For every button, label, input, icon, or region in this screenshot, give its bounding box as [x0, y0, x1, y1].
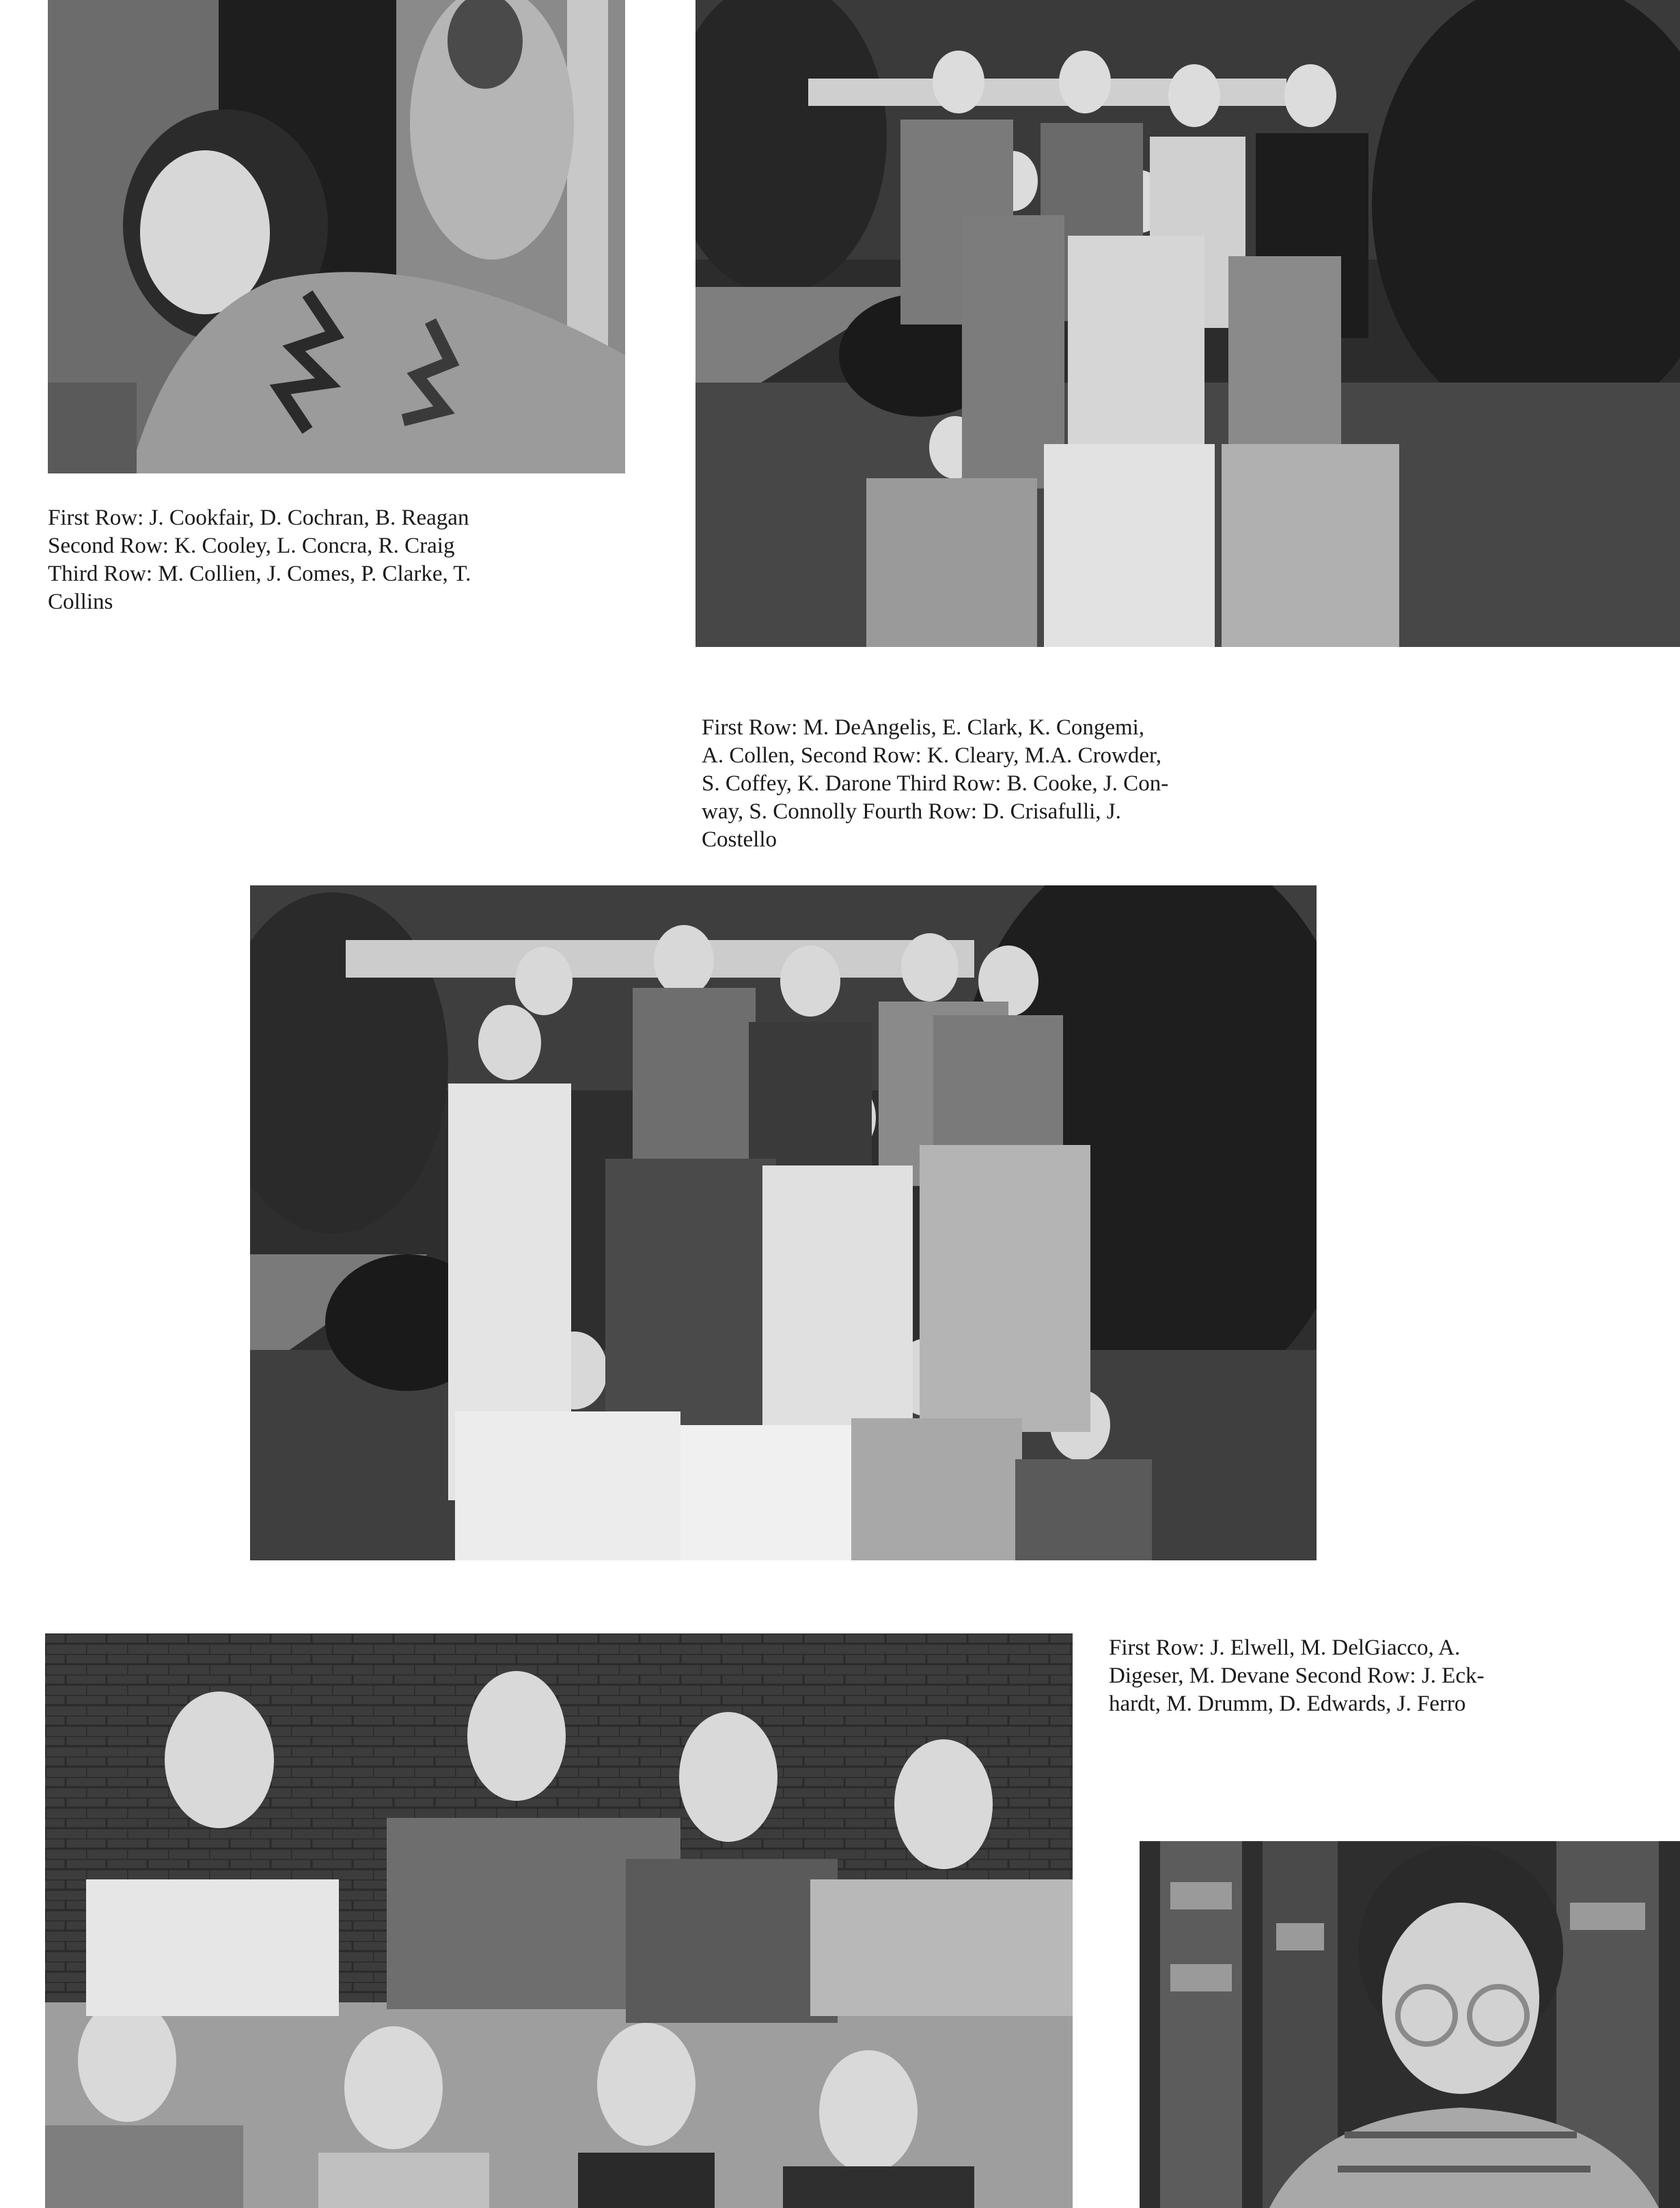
caption-line: A. Collen, Second Row: K. Cleary, M.A. Crowder, — [702, 743, 1161, 768]
caption-line: Digeser, M. Devane Second Row: J. Eck- — [1109, 1664, 1485, 1688]
candid-photo-girl-at-desk — [48, 0, 625, 473]
group-caption-top-left — [48, 504, 656, 616]
group-caption-middle-right — [702, 714, 1315, 854]
candid-photo-student-with-glasses — [1140, 1841, 1680, 2208]
caption-line: First Row: M. DeAngelis, E. Clark, K. Congemi, — [702, 715, 1145, 740]
caption-line: S. Coffey, K. Darone Third Row: B. Cooke, J. Con- — [702, 771, 1169, 796]
caption-line: hardt, M. Drumm, D. Edwards, J. Ferro — [1109, 1692, 1466, 1716]
caption-line: First Row: J. Cookfair, D. Cochran, B. Reagan — [48, 506, 469, 530]
group-photo-top-right — [696, 0, 1680, 647]
caption-line: First Row: J. Elwell, M. DelGiacco, A. — [1109, 1636, 1461, 1660]
group-caption-bottom-right — [1109, 1634, 1619, 1718]
caption-line: Second Row: K. Cooley, L. Concra, R. Craig — [48, 534, 455, 558]
group-photo-middle — [250, 885, 1317, 1560]
caption-line: Collins — [48, 590, 113, 614]
group-photo-bottom-left — [45, 1633, 1073, 2208]
caption-line: Third Row: M. Collien, J. Comes, P. Clarke, T. — [48, 562, 471, 586]
caption-line: way, S. Connolly Fourth Row: D. Crisafulli, J. — [702, 799, 1121, 824]
caption-line: Costello — [702, 827, 777, 852]
